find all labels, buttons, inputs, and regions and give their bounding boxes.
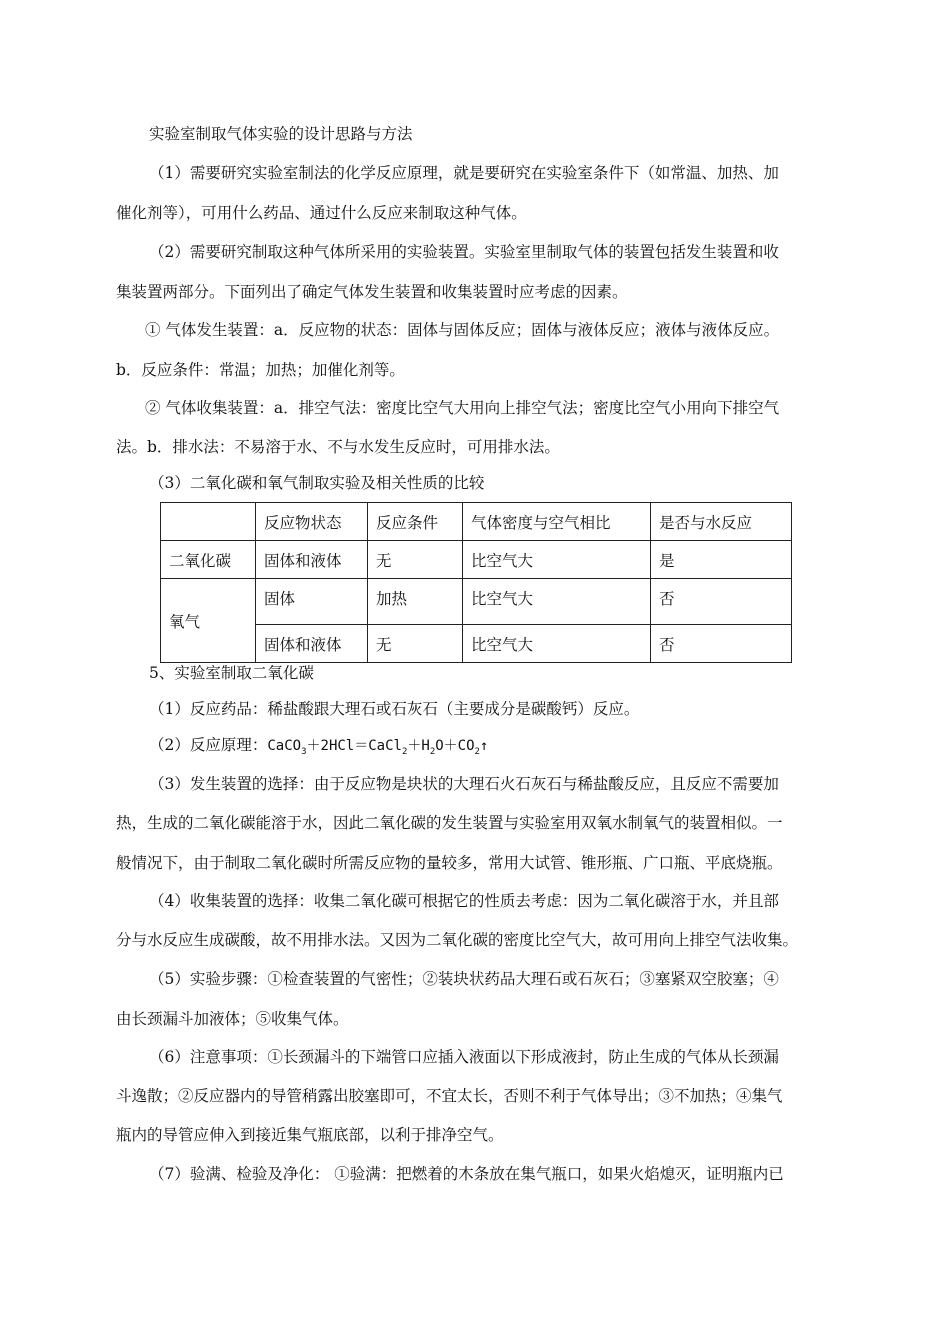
table-cell: 加热 xyxy=(368,579,463,625)
table-header-cell xyxy=(161,503,256,541)
table-header-row xyxy=(161,503,792,541)
table-cell-o2-name: 氧气 xyxy=(161,579,256,663)
table-header-cell: 反应物状态 xyxy=(256,503,368,541)
section-title: 实验室制取气体实验的设计思路与方法 xyxy=(149,125,413,143)
reaction-label: （2）反应原理： xyxy=(149,736,268,754)
paragraph-line: 由长颈漏斗加液体；⑤收集气体。 xyxy=(116,1010,349,1028)
paragraph-line: 瓶内的导管应伸入到接近集气瓶底部，以利于排净空气。 xyxy=(116,1126,504,1144)
paragraph-line: 催化剂等），可用什么药品、通过什么反应来制取这种气体。 xyxy=(116,204,527,222)
table-cell: 比空气大 xyxy=(463,625,651,663)
paragraph-line: 热，生成的二氧化碳能溶于水，因此二氧化碳的发生装置与实验室用双氧水制氧气的装置相似。一 xyxy=(116,814,783,832)
chemical-equation: $CaCO_3+2HCl=CaCl_2+H_2O+CO_2↑$ xyxy=(267,738,489,757)
paragraph-line: （2）需要研究制取这种气体所采用的实验装置。实验室里制取气体的装置包括发生装置和收 xyxy=(149,243,779,261)
paragraph-line: 分与水反应生成碳酸，故不用排水法。又因为二氧化碳的密度比空气大，故可用向上排空气法收集。 xyxy=(116,931,799,949)
reaction-principle-line xyxy=(149,735,488,762)
table-row-o2-2 xyxy=(161,625,792,663)
paragraph-line: 集装置两部分。下面列出了确定气体发生装置和收集装置时应考虑的因素。 xyxy=(116,283,628,301)
paragraph-line: 般情况下，由于制取二氧化碳时所需反应物的量较多，常用大试管、锥形瓶、广口瓶、平底烧瓶。 xyxy=(116,854,783,872)
paragraph-line: 斗逸散；②反应器内的导管稍露出胶塞即可，不宜太长，否则不利于气体导出；③不加热；④集气 xyxy=(116,1087,783,1105)
table-cell: 是 xyxy=(651,541,792,579)
paragraph-line: （1）需要研究实验室制法的化学反应原理，就是要研究在实验室条件下（如常温、加热、加 xyxy=(149,164,779,182)
table-cell: 无 xyxy=(368,625,463,663)
paragraph-line: （5）实验步骤：①检查装置的气密性；②装块状药品大理石或石灰石；③塞紧双空胶塞；④ xyxy=(149,970,779,988)
table-cell: 固体和液体 xyxy=(256,625,368,663)
paragraph-line: （3）发生装置的选择：由于反应物是块状的大理石火石灰石与稀盐酸反应，且反应不需要加 xyxy=(149,775,779,793)
table-cell: 比空气大 xyxy=(463,541,651,579)
table-caption: （3）二氧化碳和氧气制取实验及相关性质的比较 xyxy=(149,474,485,492)
table-header-cell: 反应条件 xyxy=(368,503,463,541)
paragraph-line: （7）验满、检验及净化： ①验满：把燃着的木条放在集气瓶口，如果火焰熄灭，证明瓶内已 xyxy=(149,1165,784,1183)
paragraph-line: （1）反应药品：稀盐酸跟大理石或石灰石（主要成分是碳酸钙）反应。 xyxy=(149,700,640,718)
paragraph-line: 法。b．排水法：不易溶于水、不与水发生反应时，可用排水法。 xyxy=(116,438,560,456)
table-cell: 否 xyxy=(651,579,792,625)
table-cell: 二氧化碳 xyxy=(161,541,256,579)
table-cell: 比空气大 xyxy=(463,579,651,625)
paragraph-line: ② 气体收集装置：a．排空气法：密度比空气大用向上排空气法；密度比空气小用向下排空气 xyxy=(145,399,780,417)
section-5-title: 5、实验室制取二氧化碳 xyxy=(149,664,314,682)
paragraph-line: （6）注意事项：①长颈漏斗的下端管口应插入液面以下形成液封，防止生成的气体从长颈漏 xyxy=(149,1048,779,1066)
paragraph-line: b．反应条件：常温；加热；加催化剂等。 xyxy=(116,361,405,379)
comparison-table xyxy=(160,502,792,663)
table-cell: 固体和液体 xyxy=(256,541,368,579)
table-header-cell: 气体密度与空气相比 xyxy=(463,503,651,541)
paragraph-line: ① 气体发生装置：a．反应物的状态：固体与固体反应；固体与液体反应；液体与液体反应。 xyxy=(145,321,780,339)
paragraph-line: （4）收集装置的选择：收集二氧化碳可根据它的性质去考虑：因为二氧化碳溶于水，并且部 xyxy=(149,892,779,910)
table-cell: 无 xyxy=(368,541,463,579)
table-cell: 固体 xyxy=(256,579,368,625)
table-row-co2 xyxy=(161,541,792,579)
table-row-o2-1 xyxy=(161,579,792,625)
table-cell: 否 xyxy=(651,625,792,663)
table-header-cell: 是否与水反应 xyxy=(651,503,792,541)
